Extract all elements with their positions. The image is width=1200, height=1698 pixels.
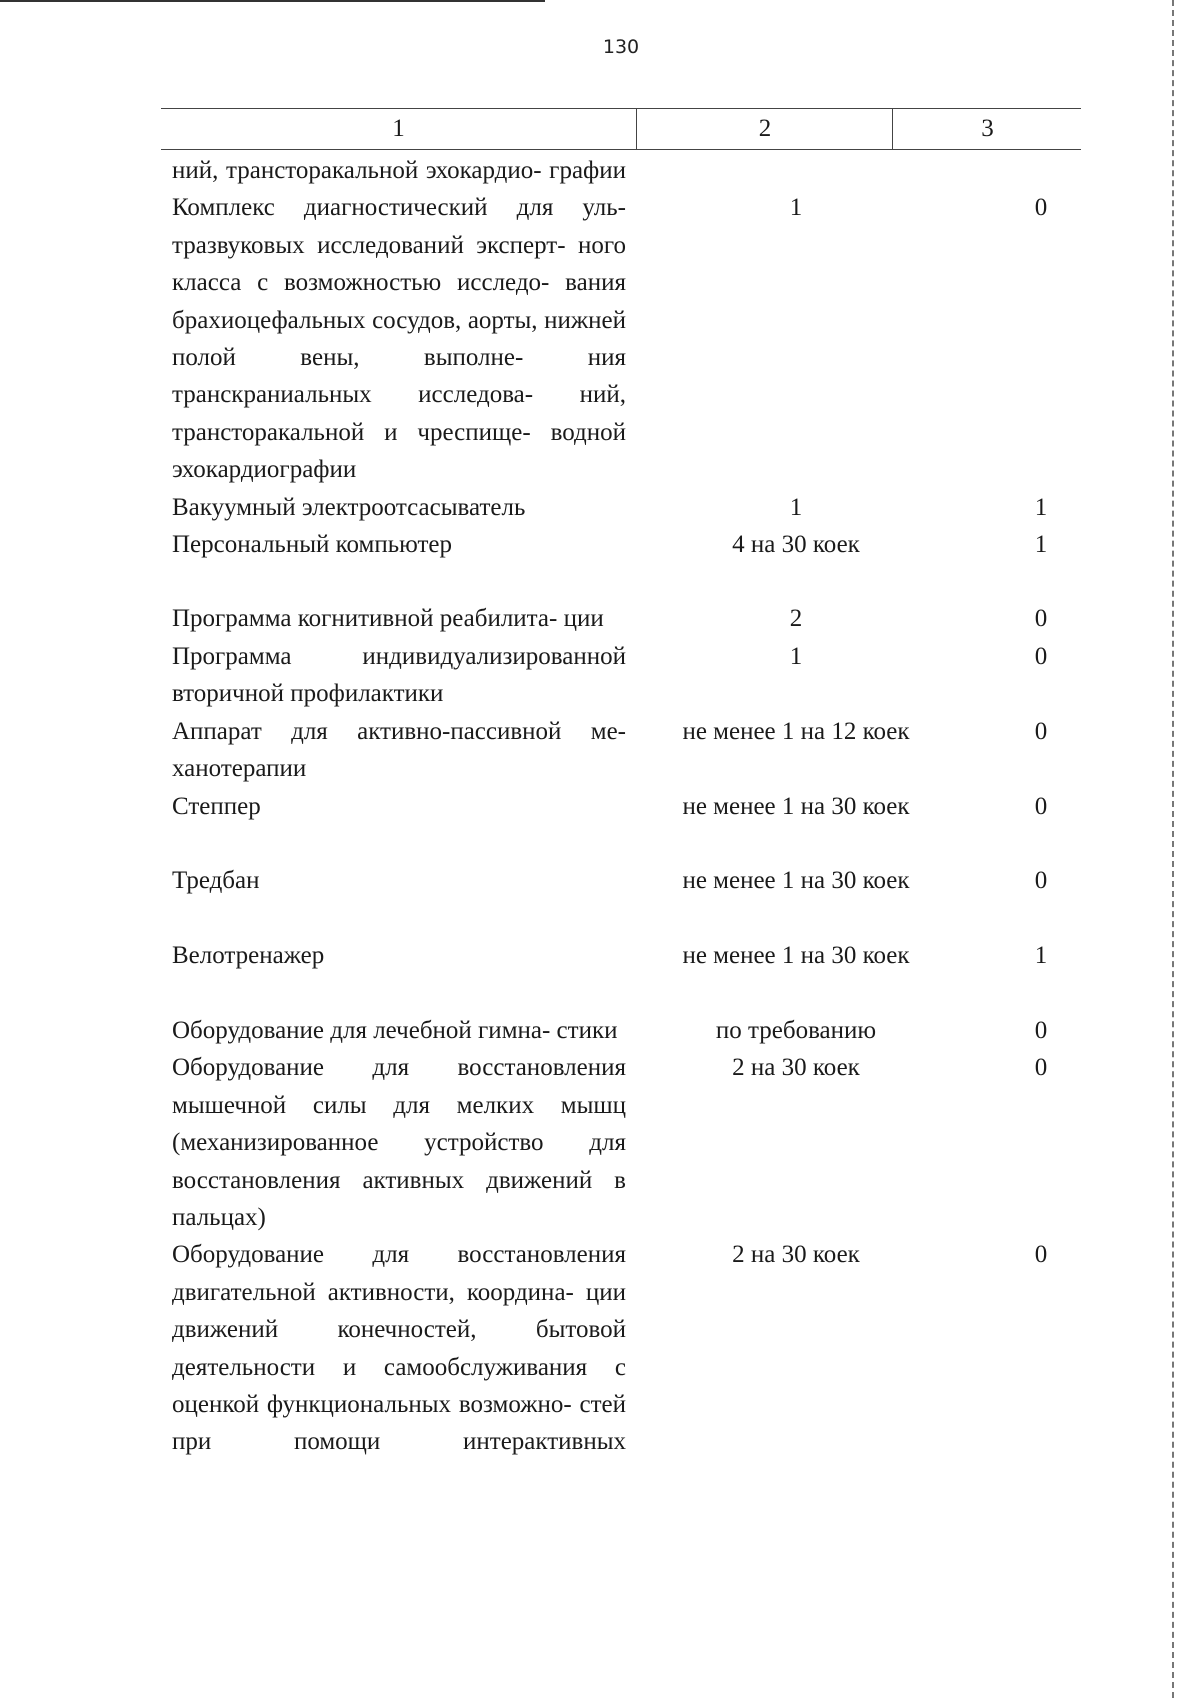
available-quantity: 1: [1034, 942, 1048, 970]
table-row: [172, 526, 1048, 563]
header-col-3: 3: [892, 109, 1082, 149]
required-quantity: не менее 1 на 12 коек: [682, 717, 910, 745]
table-row: [172, 152, 626, 189]
equipment-name: Вакуумный электроотсасыватель: [172, 493, 526, 521]
table-header: [161, 108, 1081, 150]
equipment-name: Велотренажер: [172, 942, 325, 970]
required-quantity: не менее 1 на 30 коек: [682, 792, 910, 820]
available-quantity: 0: [1034, 1241, 1048, 1269]
required-quantity: 4 на 30 коек: [732, 531, 860, 559]
required-quantity: 1: [789, 642, 803, 670]
equipment-name: Программа когнитивной реабилита- ции: [172, 605, 604, 633]
table-row: [172, 1012, 1048, 1049]
required-quantity: 2: [789, 605, 803, 633]
scan-edge-top: [0, 0, 545, 2]
table-row: [172, 713, 1048, 788]
equipment-name: Программа индивидуализированной вторичной профилактики: [172, 642, 626, 708]
equipment-name: Оборудование для восстановления мышечной силы для мелких мышц (механизированное устройство для восстановления активных движений в пальцах): [172, 1054, 626, 1231]
available-quantity: 0: [1034, 1016, 1048, 1044]
available-quantity: 1: [1034, 493, 1048, 521]
scan-edge-right: [1172, 0, 1174, 1698]
table-row: [172, 1049, 1048, 1236]
available-quantity: 0: [1034, 605, 1048, 633]
equipment-name: Оборудование для восстановления двигательной активности, координа- ции движений конечностей, бытовой деятельности и самообслуживания с оценкой функциональных возможно- стей при помощи интерактивных: [172, 1241, 626, 1456]
available-quantity: 0: [1034, 792, 1048, 820]
header-col-2: 2: [636, 109, 893, 149]
available-quantity: 0: [1034, 642, 1048, 670]
row-gap: [172, 563, 626, 600]
required-quantity: по требованию: [715, 1016, 877, 1044]
required-quantity: 2 на 30 коек: [732, 1241, 860, 1269]
required-quantity: 2 на 30 коек: [732, 1054, 860, 1082]
available-quantity: 0: [1034, 1054, 1048, 1082]
equipment-name: Комплекс диагностический для уль- тразвуковых исследований эксперт- ного класса с возможностью исследо- вания брахиоцефальных сосудов, аорты, нижней полой вены, выполне- ния транскраниальных исследова- ний, трансторакальной и чреспище- водной эхокардиографии: [172, 194, 626, 484]
table-row: [172, 937, 1048, 1012]
equipment-name: ний, трансторакальной эхокардио- графии: [172, 157, 626, 184]
table-body: [172, 152, 1048, 1461]
required-quantity: не менее 1 на 30 коек: [682, 942, 910, 970]
required-quantity: 1: [789, 194, 803, 222]
equipment-name: Персональный компьютер: [172, 531, 452, 559]
available-quantity: 1: [1034, 531, 1048, 559]
equipment-name: Аппарат для активно-пассивной ме- ханотерапии: [172, 717, 626, 783]
table-row: [172, 600, 1048, 637]
required-quantity: не менее 1 на 30 коек: [682, 867, 910, 895]
table-row: [172, 862, 1048, 937]
table-row: [172, 189, 1048, 488]
available-quantity: 0: [1034, 717, 1048, 745]
equipment-name: Тредбан: [172, 867, 260, 895]
page-number: 130: [602, 36, 640, 58]
table-row: [172, 788, 1048, 863]
header-col-1: 1: [392, 115, 405, 142]
equipment-name: Степпер: [172, 792, 261, 820]
available-quantity: 0: [1034, 194, 1048, 222]
equipment-name: Оборудование для лечебной гимна- стики: [172, 1016, 618, 1044]
table-row: [172, 489, 1048, 526]
available-quantity: 0: [1034, 867, 1048, 895]
table-row: [172, 638, 1048, 713]
table-row: [172, 1236, 1048, 1460]
required-quantity: 1: [789, 493, 803, 521]
